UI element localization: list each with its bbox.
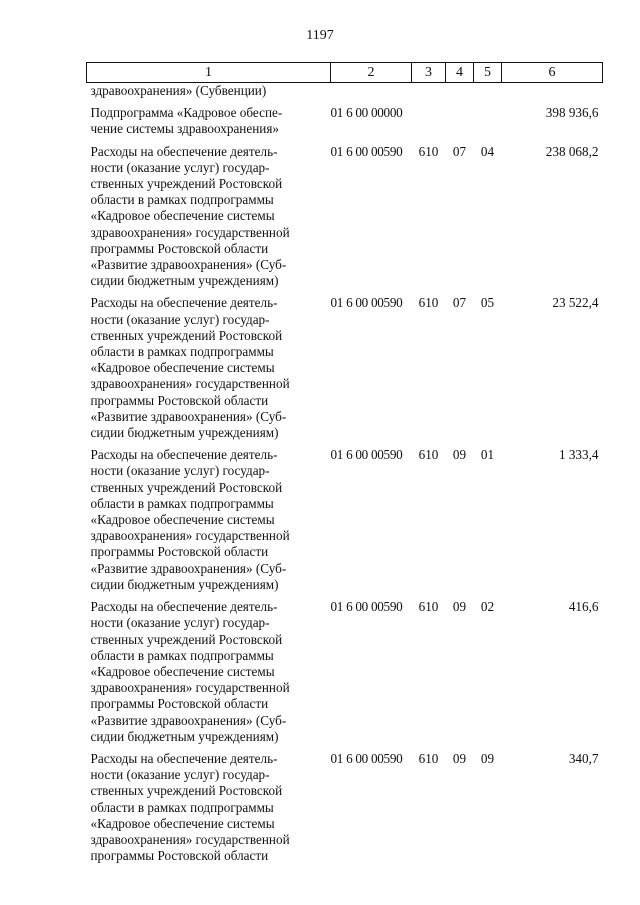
description-line: ности (оказание услуг) государ- — [90, 311, 270, 327]
row-description — [87, 295, 331, 441]
description-line: «Кадровое обеспечение системы — [90, 815, 275, 831]
description-line: программы Ростовской области — [90, 240, 269, 256]
table-body — [87, 83, 603, 865]
description-line: ности (оказание услуг) государ- — [90, 463, 270, 479]
table-row — [87, 144, 603, 290]
description-line: области в рамках подпрограммы — [90, 344, 274, 360]
page-number: 1197 — [306, 28, 334, 43]
row-code: 01 6 00 00590 — [330, 599, 403, 615]
row-code: 01 6 00 00000 — [330, 105, 403, 121]
description-line: Расходы на обеспечение деятель- — [90, 143, 278, 159]
header-col-4: 4 — [446, 63, 474, 83]
row-subsection: 05 — [480, 295, 495, 311]
row-amount: 340,7 — [568, 750, 599, 766]
table-row — [87, 751, 603, 864]
header-col-5: 5 — [474, 63, 502, 83]
description-line: «Кадровое обеспечение системы — [90, 512, 275, 528]
row-description — [87, 751, 331, 864]
description-line: сидии бюджетным учреждениям) — [90, 425, 279, 441]
description-line: «Кадровое обеспечение системы — [90, 208, 275, 224]
description-line: ственных учреждений Ростовской — [90, 783, 283, 799]
description-line: программы Ростовской области — [90, 848, 269, 864]
row-section: 07 — [452, 295, 467, 311]
row-amount: 23 522,4 — [552, 295, 599, 311]
description-line: области в рамках подпрограммы — [90, 192, 274, 208]
description-line: «Кадровое обеспечение системы — [90, 360, 275, 376]
row-code: 01 6 00 00590 — [330, 143, 403, 159]
description-line: ности (оказание услуг) государ- — [90, 615, 270, 631]
header-row — [87, 63, 603, 83]
row-amount: 416,6 — [568, 599, 599, 615]
row-description — [87, 447, 331, 593]
row-description — [87, 144, 331, 290]
row-amount: 238 068,2 — [545, 143, 599, 159]
row-subsection — [474, 105, 502, 137]
row-section — [446, 105, 474, 137]
description-line: ственных учреждений Ростовской — [90, 631, 283, 647]
description-line: области в рамках подпрограммы — [90, 495, 274, 511]
row-section: 09 — [452, 447, 467, 463]
description-line: ности (оказание услуг) государ- — [90, 767, 270, 783]
description-line: «Развитие здравоохранения» (Суб- — [90, 560, 287, 576]
description-line: Расходы на обеспечение деятель- — [90, 447, 278, 463]
description-line: программы Ростовской области — [90, 696, 269, 712]
description-line: «Развитие здравоохранения» (Суб- — [90, 408, 287, 424]
description-line: здравоохранения» государственной — [90, 831, 290, 847]
header-col-2: 2 — [331, 63, 412, 83]
row-expense-type: 610 — [418, 143, 439, 159]
row-section: 09 — [452, 750, 467, 766]
header-col-1: 1 — [87, 63, 331, 83]
header-col-6: 6 — [502, 63, 603, 83]
row-expense-type — [412, 105, 446, 137]
description-line: программы Ростовской области — [90, 392, 269, 408]
row-subsection: 09 — [480, 750, 495, 766]
row-subsection: 02 — [480, 599, 495, 615]
row-code: 01 6 00 00590 — [330, 750, 403, 766]
description-line: области в рамках подпрограммы — [90, 647, 274, 663]
header-col-3: 3 — [412, 63, 446, 83]
description-line: здравоохранения» государственной — [90, 528, 290, 544]
table-row — [87, 105, 603, 137]
description-line: здравоохранения» государственной — [90, 680, 290, 696]
row-section: 09 — [452, 599, 467, 615]
description-line: сидии бюджетным учреждениям) — [90, 728, 279, 744]
continuation-text: здравоохранения» (Субвенции) — [90, 83, 267, 98]
description-line: Подпрограмма «Кадровое обеспе- — [90, 105, 283, 121]
description-line: Расходы на обеспечение деятель- — [90, 295, 278, 311]
description-line: Расходы на обеспечение деятель- — [90, 750, 278, 766]
description-line: «Развитие здравоохранения» (Суб- — [90, 712, 287, 728]
row-code: 01 6 00 00590 — [330, 295, 403, 311]
description-line: сидии бюджетным учреждениям) — [90, 576, 279, 592]
row-section: 07 — [452, 143, 467, 159]
row-code: 01 6 00 00590 — [330, 447, 403, 463]
description-line: сидии бюджетным учреждениям) — [90, 273, 279, 289]
row-amount: 1 333,4 — [558, 447, 599, 463]
description-line: ственных учреждений Ростовской — [90, 327, 283, 343]
row-expense-type: 610 — [418, 447, 439, 463]
description-line: ности (оказание услуг) государ- — [90, 159, 270, 175]
row-description — [87, 599, 331, 745]
row-subsection: 04 — [480, 143, 495, 159]
continuation-row — [87, 83, 603, 100]
row-amount: 398 936,6 — [545, 105, 599, 121]
description-line: ственных учреждений Ростовской — [90, 479, 283, 495]
description-line: области в рамках подпрограммы — [90, 799, 274, 815]
description-line: здравоохранения» государственной — [90, 224, 290, 240]
row-expense-type: 610 — [418, 295, 439, 311]
description-line: программы Ростовской области — [90, 544, 269, 560]
description-line: «Развитие здравоохранения» (Суб- — [90, 257, 287, 273]
description-line: «Кадровое обеспечение системы — [90, 663, 275, 679]
budget-table — [86, 62, 602, 864]
description-line: здравоохранения» государственной — [90, 376, 290, 392]
table-row — [87, 447, 603, 593]
row-subsection: 01 — [480, 447, 495, 463]
row-expense-type: 610 — [418, 599, 439, 615]
description-line: Расходы на обеспечение деятель- — [90, 599, 278, 615]
row-description — [87, 105, 331, 137]
table-row — [87, 295, 603, 441]
description-line: ственных учреждений Ростовской — [90, 176, 283, 192]
row-expense-type: 610 — [418, 750, 439, 766]
description-line: чение системы здравоохранения» — [90, 121, 279, 137]
table-row — [87, 599, 603, 745]
